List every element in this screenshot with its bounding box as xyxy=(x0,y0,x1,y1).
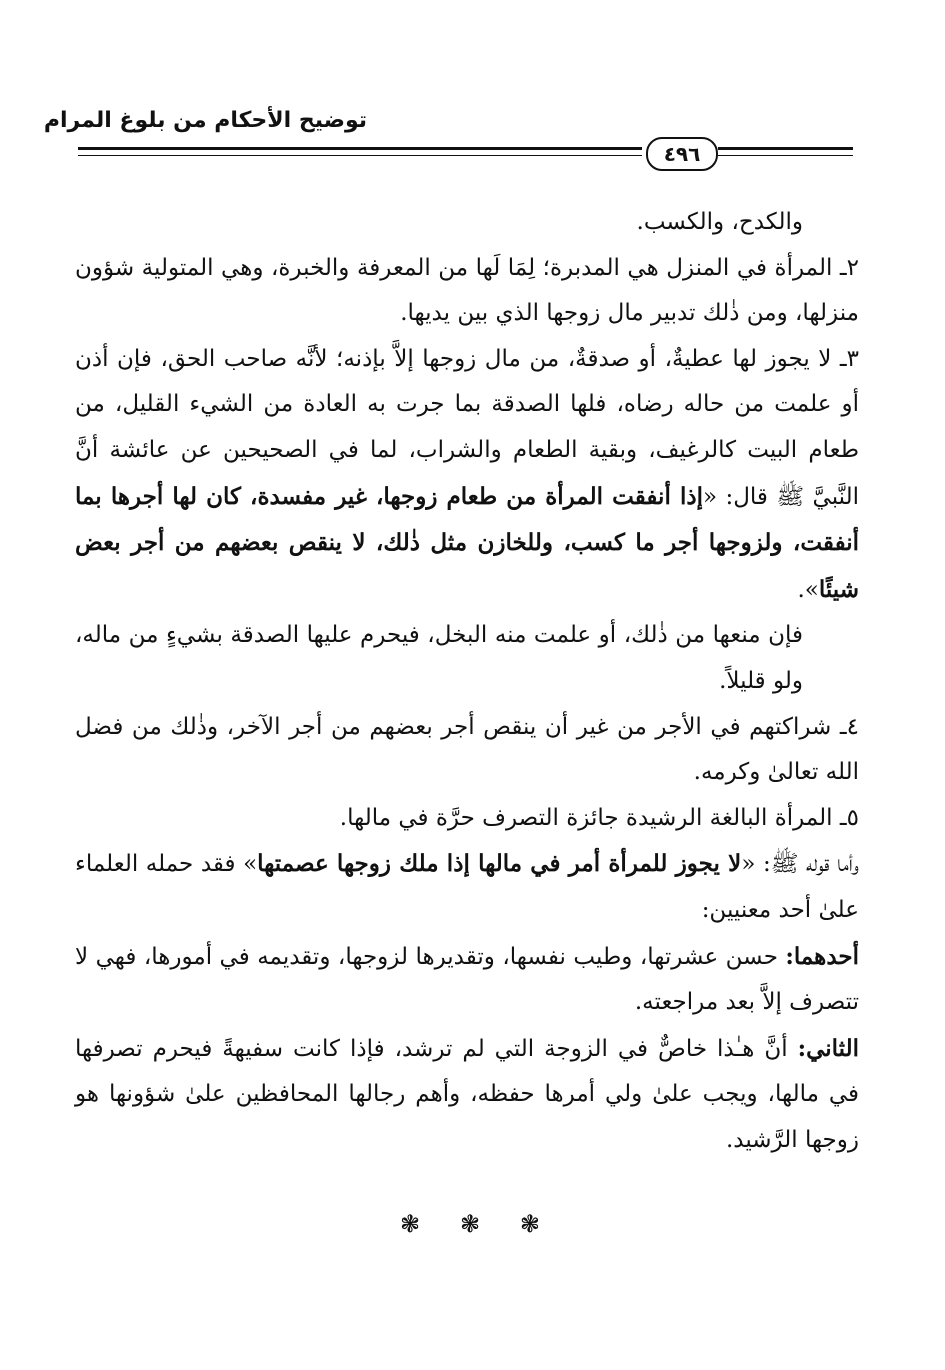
numbered-item-2 xyxy=(75,246,859,337)
lead-term: أحدهما: xyxy=(785,942,859,970)
paragraph-text: لا يجوز لها عطيةٌ، أو صدقةٌ، من مال زوجها إلاَّ بإذنه؛ لأنَّه صاحب الحق، فإن أذن أو علمت من حاله رضاه، فلها الصدقة بما جرت به العادة من الشيء القليل، من طعام البيت كالرغيف، وبقية الطعام والشراب، لما في الصحيحين عن عائشة أنَّ النَّبيَّ ﷺ قال: « xyxy=(75,345,859,510)
paragraph-text: أنَّ هـٰذا خاصٌّ في الزوجة التي لم ترشد، فإذا كانت سفيهةً فيحرم تصرفها في مالها، ويجب علىٰ ولي أمرها حفظه، وأهم رجالها المحافظين علىٰ شؤونها هو زوجها الرَّشيد. xyxy=(75,1035,859,1153)
paragraph-item-3-continued xyxy=(75,613,859,704)
item-number: ٢ـ xyxy=(839,254,860,281)
item-number: ٣ـ xyxy=(839,345,859,372)
header-rule-bottom-right xyxy=(718,155,853,156)
item-number: ٤ـ xyxy=(839,713,860,740)
paragraph-text: فإن منعها من ذٰلك، أو علمت منه البخل، فيحرم عليها الصدقة بشيءٍ من ماله، ولو قليلاً. xyxy=(75,622,803,694)
paragraph-text: المرأة في المنزل هي المدبرة؛ لِمَا لَها من المعرفة والخبرة، وهي المتولية شؤون منزلها، ومن ذٰلك تدبير مال زوجها الذي بين يديها. xyxy=(75,254,859,327)
page-number: ٤٩٦ xyxy=(646,137,718,171)
asterism-icon: ❃ xyxy=(459,1210,481,1238)
item-number: ٥ـ xyxy=(839,804,859,831)
paragraph-text: وأما قوله ﷺ: « xyxy=(741,851,859,878)
paragraph-first-meaning xyxy=(75,934,859,1026)
page-body xyxy=(75,200,859,1163)
section-separator xyxy=(400,1210,540,1238)
paragraph-text-end: » فقد حمله العلماء علىٰ أحد معنيين: xyxy=(75,851,859,923)
paragraph-text: حسن عشرتها، وطيب نفسها، وتقديرها لزوجها، وتقديمه في أمورها، فهي لا تتصرف إلاَّ بعد مراجعته. xyxy=(75,943,859,1016)
header-rule-top-right xyxy=(718,147,853,150)
header-rule-bottom xyxy=(78,155,642,156)
paragraph-hadith-discussion xyxy=(75,841,859,933)
asterism-icon: ❃ xyxy=(400,1210,421,1238)
paragraph-text: المرأة البالغة الرشيدة جائزة التصرف حرَّة في مالها. xyxy=(339,804,833,831)
numbered-item-3 xyxy=(75,337,859,614)
paragraph-second-meaning xyxy=(75,1026,859,1164)
paragraph-text-end: ». xyxy=(797,576,819,603)
numbered-item-4 xyxy=(75,705,859,796)
lead-term: الثاني: xyxy=(797,1034,859,1062)
hadith-quote: إذا أنفقت المرأة من طعام زوجها، غير مفسدة، كان لها أجرها بما أنفقت، ولزوجها أجر ما كسب، وللخازن مثل ذٰلك، لا ينقص بعضهم من أجر بعض شيئًا xyxy=(75,482,859,603)
numbered-item-5 xyxy=(75,796,859,842)
paragraph-text: شراكتهم في الأجر من غير أن ينقص أجر بعضهم من أجر الآخر، وذٰلك من فضل الله تعالىٰ وكرمه. xyxy=(75,713,859,786)
asterism-icon: ❃ xyxy=(519,1210,540,1238)
header-rule-top xyxy=(78,147,642,150)
running-header-title: توضيح الأحكام من بلوغ المرام xyxy=(43,108,367,133)
paragraph-continuation xyxy=(75,200,859,246)
paragraph-text: والكدح، والكسب. xyxy=(636,209,803,235)
hadith-quote: لا يجوز للمرأة أمر في مالها إذا ملك زوجها عصمتها xyxy=(257,850,742,878)
